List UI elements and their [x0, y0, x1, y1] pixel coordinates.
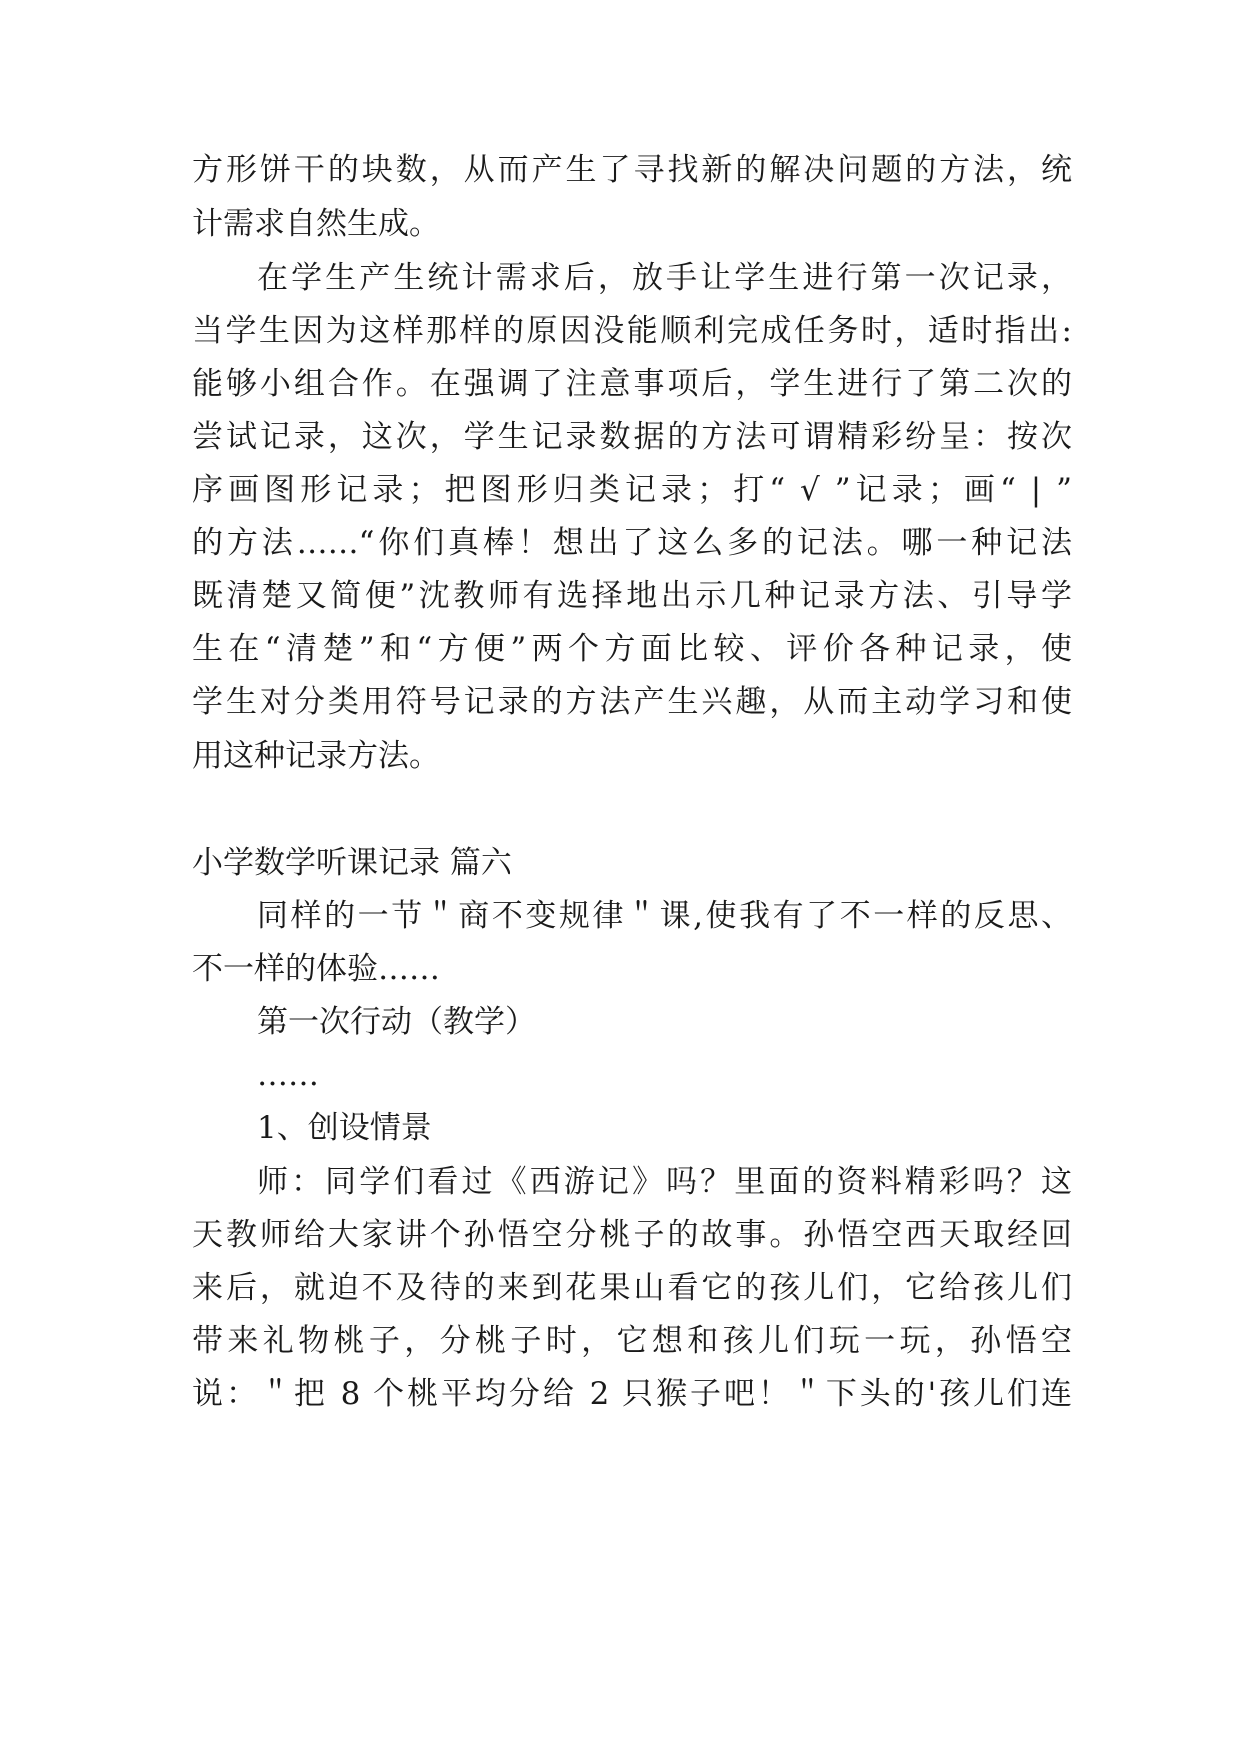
paragraph-line: 在学生产生统计需求后，放手让学生进行第一次记录， — [257, 260, 1072, 296]
paragraph-line: 生在“清楚”和“方便”两个方面比较、评价各种记录，使 — [192, 631, 1072, 667]
paragraph-line: 方形饼干的块数，从而产生了寻找新的解决问题的方法，统 — [192, 152, 1072, 188]
paragraph-line: 序画图形记录；把图形归类记录；打“ √ ”记录；画“ | ” — [192, 472, 1072, 508]
paragraph-line: 的方法……“你们真棒！想出了这么多的记法。哪一种记法 — [192, 525, 1072, 561]
paragraph-line: 当学生因为这样那样的原因没能顺利完成任务时，适时指出: — [192, 313, 1072, 349]
paragraph-line: 不一样的体验…… — [192, 951, 440, 987]
paragraph-line: 带来礼物桃子，分桃子时，它想和孩儿们玩一玩，孙悟空 — [192, 1323, 1072, 1359]
paragraph-line: 尝试记录，这次，学生记录数据的方法可谓精彩纷呈：按次 — [192, 419, 1072, 455]
paragraph-line: 说：＂把 8 个桃平均分给 2 只猴子吧！＂下头的'孩儿们连 — [192, 1376, 1072, 1412]
ellipsis-line: …… — [257, 1057, 319, 1093]
paragraph-line: 能够小组合作。在强调了注意事项后，学生进行了第二次的 — [192, 366, 1072, 402]
paragraph-line: 来后，就迫不及待的来到花果山看它的孩儿们，它给孩儿们 — [192, 1270, 1072, 1306]
step-heading: 1、创设情景 — [257, 1110, 432, 1146]
paragraph-line: 计需求自然生成。 — [192, 206, 440, 242]
paragraph-line: 既清楚又简便”沈教师有选择地出示几种记录方法、引导学 — [192, 578, 1072, 614]
paragraph-line: 师：同学们看过《西游记》吗？里面的资料精彩吗？这 — [257, 1164, 1072, 1200]
paragraph-line: 学生对分类用符号记录的方法产生兴趣，从而主动学习和使 — [192, 684, 1072, 720]
paragraph-line: 天教师给大家讲个孙悟空分桃子的故事。孙悟空西天取经回 — [192, 1217, 1072, 1253]
paragraph-line: 用这种记录方法。 — [192, 738, 440, 774]
paragraph-line: 同样的一节＂商不变规律＂课,使我有了不一样的反思、 — [257, 898, 1072, 934]
section-title: 小学数学听课记录 篇六 — [192, 845, 512, 881]
action-heading: 第一次行动（教学） — [257, 1004, 536, 1040]
